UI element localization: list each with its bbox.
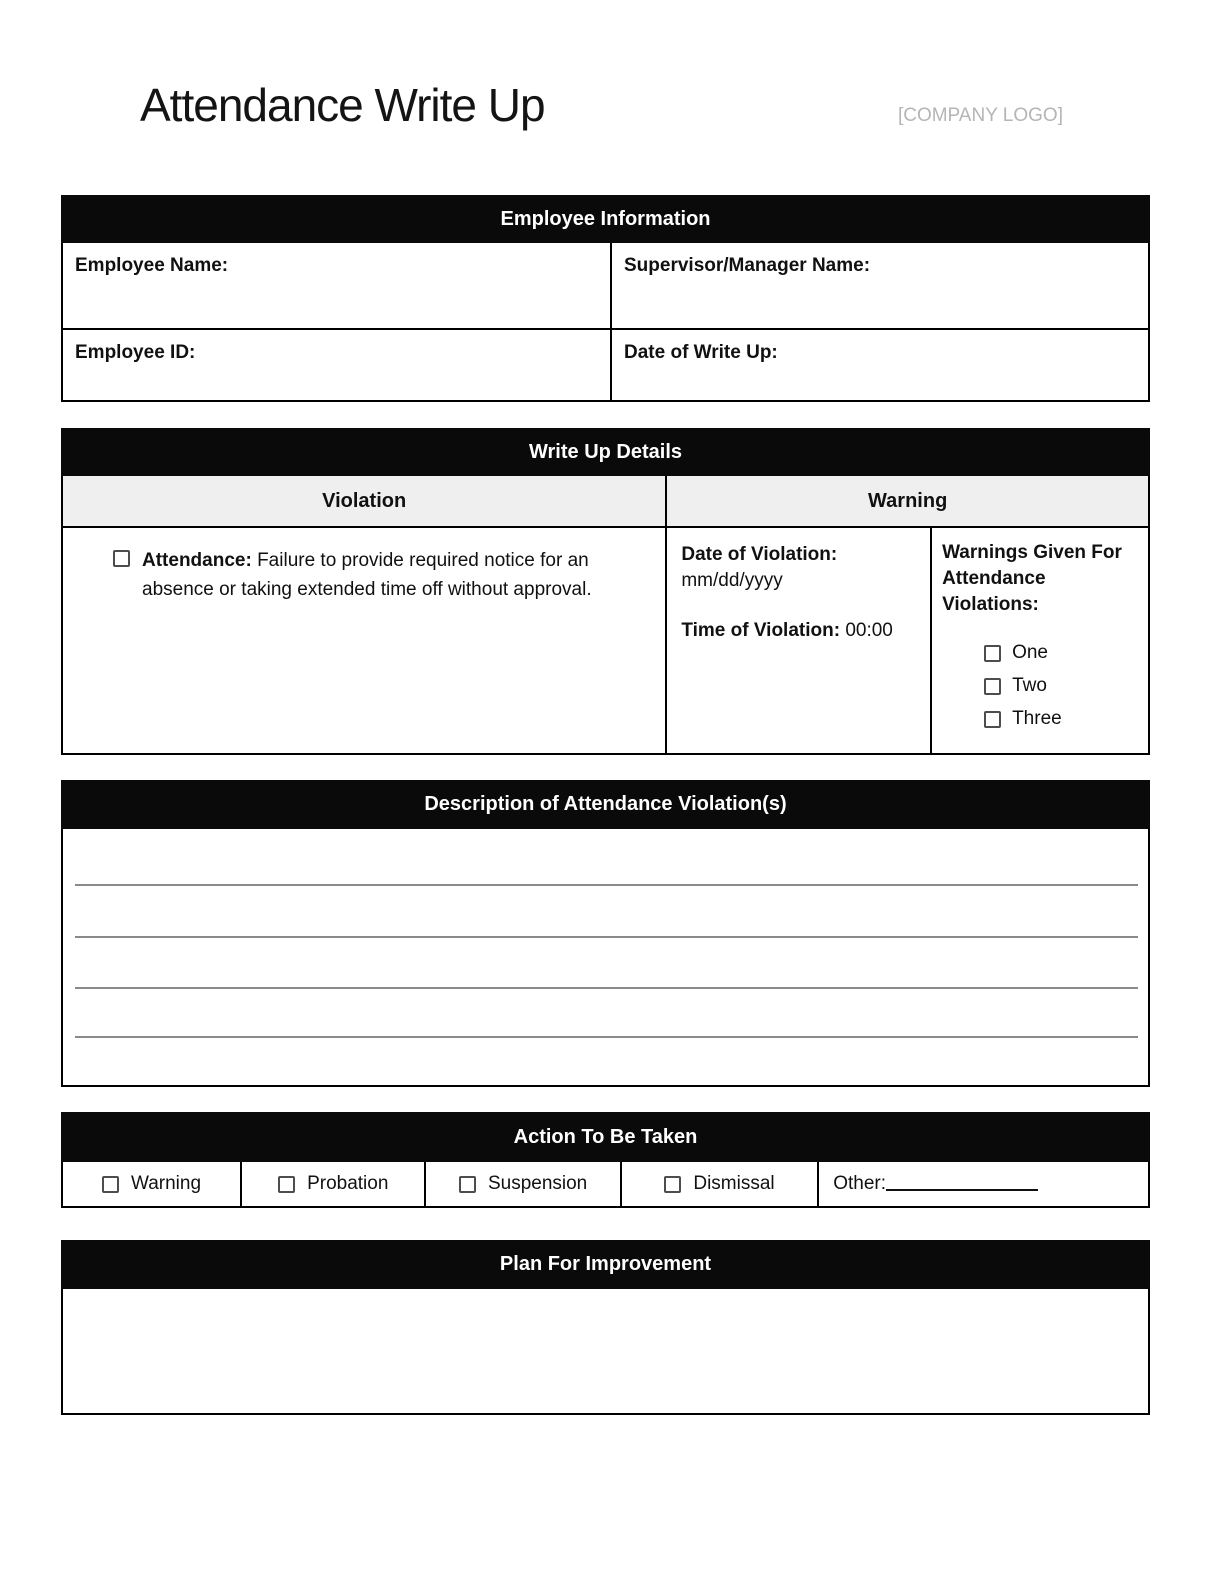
warnings-given-options bbox=[942, 642, 1142, 730]
attendance-violation-text bbox=[142, 546, 645, 604]
action-option-other bbox=[819, 1162, 1148, 1206]
attendance-checkbox[interactable] bbox=[113, 550, 130, 567]
time-of-violation-value[interactable]: 00:00 bbox=[845, 620, 893, 641]
writing-line[interactable] bbox=[75, 1036, 1138, 1038]
action-option-suspension bbox=[426, 1162, 621, 1206]
action-options-row bbox=[61, 1162, 1150, 1208]
suspension-label: Suspension bbox=[487, 1173, 588, 1194]
employee-id-label: Employee ID: bbox=[75, 342, 196, 363]
write-up-details-column-headers bbox=[61, 476, 1150, 528]
description-header: Description of Attendance Violation(s) bbox=[61, 780, 1150, 829]
warning-three-label: Three bbox=[1012, 708, 1062, 729]
action-section bbox=[61, 1112, 1150, 1208]
attendance-violation-label: Attendance: bbox=[142, 550, 252, 571]
warning-option-three bbox=[984, 708, 1142, 730]
description-section bbox=[61, 780, 1150, 1087]
time-of-violation-line bbox=[681, 618, 920, 644]
violation-cell bbox=[63, 528, 667, 753]
violation-datetime-cell bbox=[667, 528, 932, 753]
date-of-write-up-field[interactable] bbox=[612, 330, 1148, 400]
writing-line[interactable] bbox=[75, 884, 1138, 886]
table-row bbox=[63, 243, 1148, 330]
date-of-violation-label: Date of Violation: bbox=[681, 544, 838, 565]
warning-option-two bbox=[984, 675, 1142, 697]
description-writing-area[interactable] bbox=[61, 829, 1150, 1087]
probation-checkbox[interactable] bbox=[278, 1176, 295, 1193]
plan-header: Plan For Improvement bbox=[61, 1240, 1150, 1289]
warning-two-label: Two bbox=[1012, 675, 1047, 696]
document-page bbox=[61, 0, 1150, 1415]
warning-action-checkbox[interactable] bbox=[102, 1176, 119, 1193]
warning-one-label: One bbox=[1012, 642, 1048, 663]
other-fill-in-line[interactable] bbox=[886, 1177, 1038, 1191]
warning-column-header: Warning bbox=[667, 476, 1148, 526]
action-option-probation bbox=[242, 1162, 426, 1206]
plan-writing-area[interactable] bbox=[61, 1289, 1150, 1415]
table-row bbox=[63, 330, 1148, 400]
action-option-dismissal bbox=[622, 1162, 819, 1206]
warning-three-checkbox[interactable] bbox=[984, 711, 1001, 728]
employee-information-table bbox=[61, 243, 1150, 402]
write-up-details-body bbox=[61, 528, 1150, 755]
employee-information-header: Employee Information bbox=[61, 195, 1150, 243]
write-up-details-section bbox=[61, 428, 1150, 755]
attendance-violation-description: Failure to provide required notice for an absence or taking extended time off without approval. bbox=[142, 550, 592, 600]
dismissal-label: Dismissal bbox=[693, 1173, 775, 1194]
document-header bbox=[61, 0, 1150, 195]
supervisor-name-label: Supervisor/Manager Name: bbox=[624, 255, 871, 276]
dismissal-checkbox[interactable] bbox=[664, 1176, 681, 1193]
warnings-given-cell bbox=[932, 528, 1148, 753]
writing-line[interactable] bbox=[75, 987, 1138, 989]
plan-section bbox=[61, 1240, 1150, 1415]
suspension-checkbox[interactable] bbox=[459, 1176, 476, 1193]
employee-name-field[interactable] bbox=[63, 243, 612, 328]
violation-column-header: Violation bbox=[63, 476, 667, 526]
warnings-given-label: Warnings Given For Attendance Violations: bbox=[942, 542, 1122, 615]
time-of-violation-label: Time of Violation: bbox=[681, 620, 841, 641]
write-up-details-header: Write Up Details bbox=[61, 428, 1150, 476]
writing-line[interactable] bbox=[75, 936, 1138, 938]
warning-two-checkbox[interactable] bbox=[984, 678, 1001, 695]
date-of-violation-value[interactable]: mm/dd/yyyy bbox=[681, 570, 783, 591]
warning-action-label: Warning bbox=[130, 1173, 202, 1194]
attendance-violation-option bbox=[113, 546, 645, 604]
company-logo-placeholder: [COMPANY LOGO] bbox=[897, 105, 1063, 126]
probation-label: Probation bbox=[307, 1173, 389, 1194]
other-label: Other: bbox=[833, 1173, 887, 1194]
warning-option-one bbox=[984, 642, 1142, 664]
supervisor-name-field[interactable] bbox=[612, 243, 1148, 328]
page-title: Attendance Write Up bbox=[140, 79, 545, 131]
action-option-warning bbox=[63, 1162, 242, 1206]
employee-information-section bbox=[61, 195, 1150, 402]
action-header: Action To Be Taken bbox=[61, 1112, 1150, 1162]
employee-name-label: Employee Name: bbox=[75, 255, 229, 276]
warning-one-checkbox[interactable] bbox=[984, 645, 1001, 662]
date-of-write-up-label: Date of Write Up: bbox=[624, 342, 778, 363]
employee-id-field[interactable] bbox=[63, 330, 612, 400]
